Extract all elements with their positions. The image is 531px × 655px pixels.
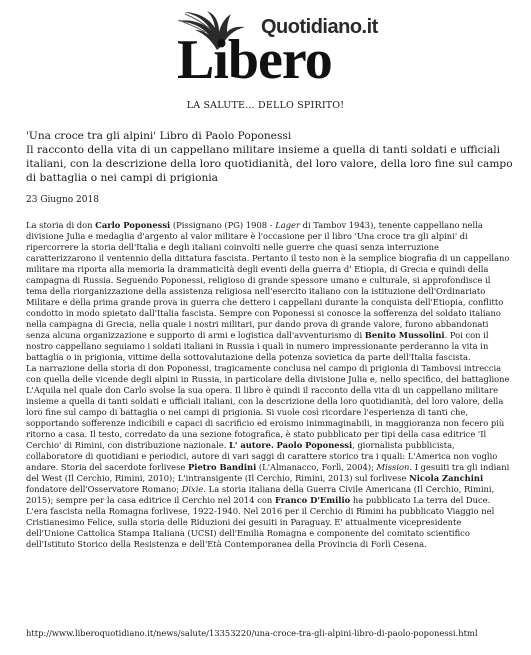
- p2-bold-4: Nicola Zanchini: [409, 473, 484, 483]
- p1-bold-name-2: Benito Mussolini: [364, 330, 445, 340]
- p2-text-4: (L'Almanacco, Forlì, 2004);: [256, 462, 377, 472]
- masthead-logo[interactable]: [165, 10, 405, 91]
- p2-text-7: . La storia italiana della Guerra Civile Americana (Il Cerchio, Rimini, 2015); sempre per la casa editrice il Cerchio nel 2014 con: [26, 484, 495, 505]
- p1-text-3: di Tambov 1943), tenente cappellano nella divisione Julia e medaglia d'argento al valor militare è l'occasione per il libro 'Una croce tra gli alpini' di ripercorrere la storia dell'Italia e degli italiani coinvolti nelle guerre che quasi senza interruzione caratterizzarono il ventennio della dittatura fascista. Pertanto il testo non è la semplice biografia di un cappellano militare ma riporta alla memoria la drammaticità degli eventi della guerra d' Etiopia, di Grecia e quindi della campagna di Russia. Seguendo Poponessi, religioso di grande spessore umano e culturale, si approfondisce il tema della riorganizzazione della assistenza religiosa nell'esercito italiano con la istituzione dell'Ordinariato Militare e della prima grande prova in guerra che dettero i cappellani durante la conquista dell'Etiopia, conflitto condotto in modo spietato dall'Italia fascista. Sempre con Poponessi si conosce la sofferenza del soldato italiano nella campagna di Grecia, nella quale i nostri militari, pur dando prova di grande valore, furono abbandonati senza alcuna organizzazione e supporto di armi e logistica dall'avventurismo di: [26, 220, 510, 340]
- p1-italic-1: Lager: [275, 220, 300, 230]
- article-subtitle: Il racconto della vita di un cappellano militare insieme a quella di tanti soldati e ufficiali italiani, con la descrizione della loro quotidianità, del loro valore, della loro fine sul campo di battaglia o nei campi di prigionia: [26, 144, 513, 184]
- p2-bold-1: L' autore.: [229, 440, 274, 450]
- section-label: LA SALUTE… DELLO SPIRITO!: [186, 100, 345, 111]
- brand-tld-text: .it: [361, 16, 378, 38]
- article-header: [26, 129, 516, 185]
- p2-bold-3: Pietro Bandini: [188, 462, 257, 472]
- p2-italic-1: Mission: [376, 462, 410, 472]
- article-body: [26, 220, 510, 550]
- brand-libero: Libero: [177, 29, 332, 91]
- brand-small-text: Quotidiano: [261, 16, 362, 38]
- body-paragraph-1: [26, 220, 510, 363]
- p2-bold-2: Paolo Poponessi: [276, 440, 353, 450]
- p2-italic-2: Dixie: [181, 484, 204, 494]
- article-title: 'Una croce tra gli alpini' Libro di Paolo Poponessi: [26, 130, 292, 142]
- source-url-link[interactable]: http://www.liberoquotidiano.it/news/salute/13353220/una-croce-tra-gli-alpini-libro-di-paolo-poponessi.html: [26, 628, 478, 638]
- p1-text-2: (Pissignano (PG) 1908 -: [170, 220, 276, 230]
- p1-text-4: . Poi con il nostro cappellano seguiamo i soldati italiani in Russia i quali in numero impressionante perderanno la vita in battaglia o in prigionia, vittime della sottovalutazione della potenza sovietica da parte dell'Italia fascista.: [26, 330, 489, 362]
- body-paragraph-2: [26, 363, 510, 550]
- p2-text-5: . I gesuiti tra gli indiani del West (Il Cerchio, Rimini, 2010); L'intransigente (Il Cerchio, Rimini, 2013) sul forlivese: [26, 462, 510, 483]
- p2-text-8: ha pubblicato La terra del Duce. L'era fascista nella Romagna forlivese, 1922-1940. Nel 2016 per il Cerchio di Rimini ha pubblicato Viaggio nel Cristianesimo Felice, sulla storia delle Riduzioni dei gesuiti in Paraguay. E' attualmente vicepresidente dell'Unione Cattolica Stampa Italiana (UCSI) dell'Emilia Romagna e componente del comitato scientifico dell'Istituto Storico della Resistenza e dell'Età Contemporanea della Provincia di Forlì Cesena.: [26, 495, 495, 549]
- p1-text-1: La storia di don: [26, 220, 96, 230]
- p2-text-1: La narrazione della storia di don Poponessi, tragicamente conclusa nel campo di prigionia di Tambovsi intreccia con quella delle vicende degli alpini in Russia, in particolare della divisione Julia e, nello specifico, del battaglione L'Aquila nel quale don Carlo svolse la sua opera. Il libro è quindi il racconto della vita di un cappellano militare insieme a quella di tanti soldati e ufficiali italiani, con la descrizione della loro quotidianità, del loro valore, della loro fine sul campo di battaglia o nei campi di prigionia. Si vuole così ricordare l'esperienza di tanti che, sopportando sofferenze indicibili e capaci di sacrificio ed eroismo inimmaginabili, in maggioranza non fecero più ritorno a casa. Il testo, corredato da una sezione fotografica, è stato pubblicato per tipi della casa editrice 'Il Cerchio' di Rimini, con distribuzione nazionale.: [26, 363, 510, 450]
- p1-bold-name-1: Carlo Poponessi: [95, 220, 171, 230]
- p2-bold-5: Franco D'Emilio: [274, 495, 351, 505]
- article-date: 23 Giugno 2018: [26, 195, 99, 205]
- p2-text-6: fondatore dell'Osservatore Romano;: [26, 484, 182, 494]
- p2-text-3: , giornalista pubblicista, collaboratore di quotidiani e periodici, autore di vari saggi di carattere storico tra i quali: L'America non voglio andare. Storia del sacerdote forlivese: [26, 440, 498, 472]
